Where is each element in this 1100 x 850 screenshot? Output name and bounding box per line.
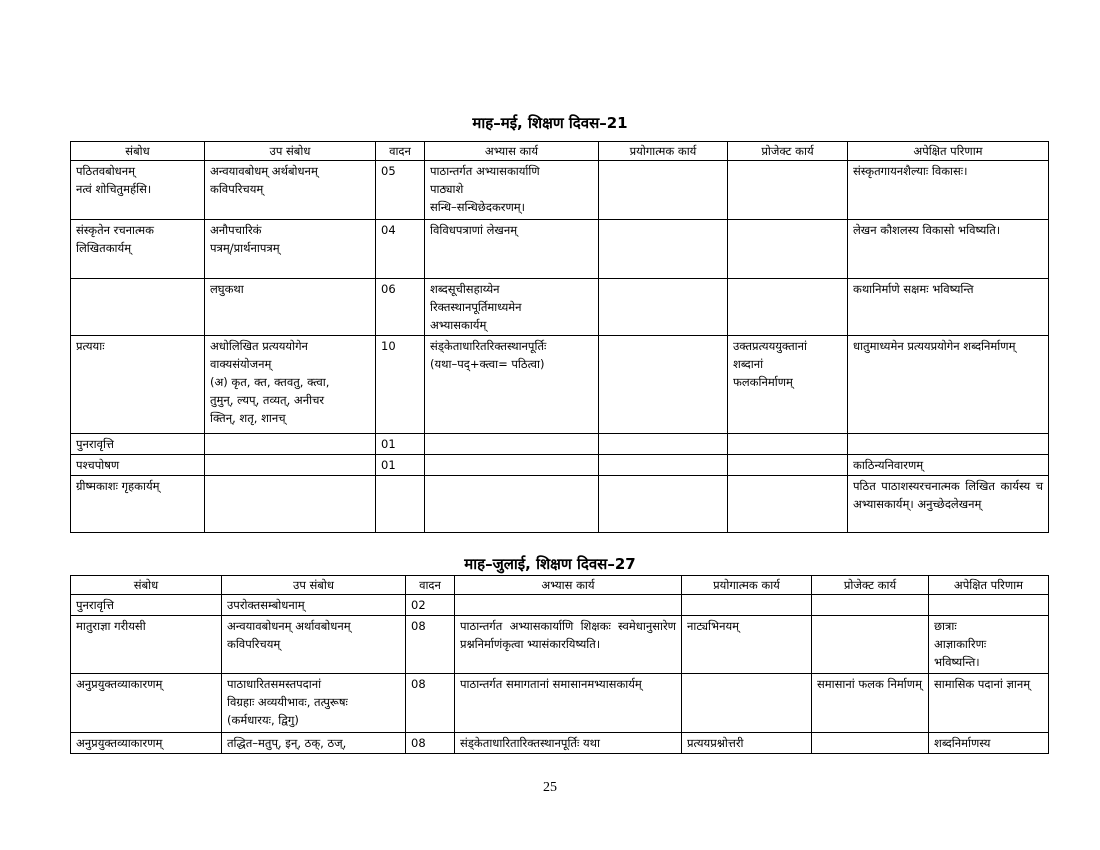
project-work-cell — [728, 455, 848, 476]
may-plan-table — [70, 141, 1049, 533]
periods-cell: 01 — [376, 455, 425, 476]
page-number: 25 — [543, 780, 557, 795]
table-row — [71, 220, 1049, 279]
practice-work-cell: पाठान्तर्गत अभ्यासकार्याणि पाठ्याशे सन्धि–सन्धिछेदकरणम्। — [425, 161, 599, 220]
sub-concept-cell — [205, 434, 376, 455]
practical-work-cell — [599, 220, 728, 279]
expected-outcome-cell: काठिन्यनिवारणम् — [848, 455, 1049, 476]
practical-work-cell — [599, 455, 728, 476]
practical-work-cell: नाट्यभिनयम् — [682, 616, 812, 674]
practice-work-cell: विविधपत्राणां लेखनम् — [425, 220, 599, 279]
practical-work-cell — [599, 434, 728, 455]
col-header: अभ्यास कार्य — [455, 576, 682, 595]
concept-cell: मातुराज्ञा गरीयसी — [71, 616, 222, 674]
periods-cell: 06 — [376, 279, 425, 336]
concept-cell: अनुप्रयुक्तव्याकारणम् — [71, 733, 222, 754]
periods-cell: 08 — [406, 674, 455, 733]
concept-cell: पुनरावृत्ति — [71, 595, 222, 616]
july-plan-table — [70, 575, 1049, 754]
concept-cell: प्रत्ययाः — [71, 336, 205, 434]
practical-work-cell — [599, 476, 728, 533]
sub-concept-cell: तद्धित–मतुप्, इन्, ठक्, ठज्, — [222, 733, 406, 754]
col-header: वादन — [376, 142, 425, 161]
table-row — [71, 733, 1049, 754]
table-header-row — [71, 576, 1049, 595]
table-row — [71, 161, 1049, 220]
col-header: अभ्यास कार्य — [425, 142, 599, 161]
table-header-row — [71, 142, 1049, 161]
expected-outcome-cell: पठित पाठाशस्यरचनात्मक लिखित कार्यस्य च अभ्यासकार्यम्। अनुच्छेदलेखनम् — [848, 476, 1049, 533]
practical-work-cell — [682, 674, 812, 733]
col-header: प्रयोगात्मक कार्य — [599, 142, 728, 161]
sub-concept-cell: अन्वयावबोधनम् अर्थावबोधनम् कविपरिचयम् — [222, 616, 406, 674]
practice-work-cell: पाठान्तर्गत अभ्यासकार्याणि शिक्षकः स्वमेधानुसारेण प्रश्ननिर्माणंकृत्वा भ्यासंकारयिष्यति। — [455, 616, 682, 674]
col-header: प्रोजेक्ट कार्य — [728, 142, 848, 161]
periods-cell: 05 — [376, 161, 425, 220]
practice-work-cell — [425, 434, 599, 455]
practical-work-cell — [599, 336, 728, 434]
sub-concept-cell — [205, 455, 376, 476]
col-header: उप संबोध — [205, 142, 376, 161]
periods-cell: 10 — [376, 336, 425, 434]
table-row — [71, 674, 1049, 733]
practice-work-cell — [455, 595, 682, 616]
table-row — [71, 279, 1049, 336]
col-header: संबोध — [71, 576, 222, 595]
project-work-cell: उक्तप्रत्यययुक्तानां शब्दानां फलकनिर्माणम् — [728, 336, 848, 434]
sub-concept-cell: लघुकथा — [205, 279, 376, 336]
project-work-cell — [812, 733, 929, 754]
table-row — [71, 434, 1049, 455]
concept-cell: पठितवबोधनम् नत्वं शोचितुमर्हसि। — [71, 161, 205, 220]
expected-outcome-cell: धातुमाध्यमेन प्रत्ययप्रयोगेन शब्दनिर्माणम् — [848, 336, 1049, 434]
sub-concept-cell — [205, 476, 376, 533]
expected-outcome-cell: कथानिर्माणे सक्षमः भविष्यन्ति — [848, 279, 1049, 336]
periods-cell: 02 — [406, 595, 455, 616]
expected-outcome-cell: छात्राः आज्ञाकारिणः भविष्यन्ति। — [929, 616, 1049, 674]
col-header: उप संबोध — [222, 576, 406, 595]
practical-work-cell — [599, 161, 728, 220]
expected-outcome-cell: शब्दनिर्माणस्य — [929, 733, 1049, 754]
sub-concept-cell: अधोलिखित प्रत्यययोगेन वाक्यसंयोजनम् (अ) कृत, क्त, क्तवतु, क्त्वा, तुमुन्, ल्यप्, तव्यत्, अनीचर क्तिन्, शतृ, शानच् — [205, 336, 376, 434]
project-work-cell — [812, 595, 929, 616]
project-work-cell — [728, 476, 848, 533]
project-work-cell — [728, 220, 848, 279]
col-header: प्रयोगात्मक कार्य — [682, 576, 812, 595]
section2-title: माह–जुलाई, शिक्षण दिवस–27 — [464, 555, 636, 573]
periods-cell: 04 — [376, 220, 425, 279]
col-header: अपेक्षित परिणाम — [929, 576, 1049, 595]
practice-work-cell — [425, 455, 599, 476]
practical-work-cell — [599, 279, 728, 336]
concept-cell: ग्रीष्मकाशः गृहकार्यम् — [71, 476, 205, 533]
expected-outcome-cell: संस्कृतगायनशैल्याः विकासः। — [848, 161, 1049, 220]
project-work-cell — [812, 616, 929, 674]
practice-work-cell: शब्दसूचीसहाय्येन रिक्तस्थानपूर्तिमाध्यमेन अभ्यासकार्यम् — [425, 279, 599, 336]
project-work-cell — [728, 161, 848, 220]
concept-cell: अनुप्रयुक्तव्याकारणम् — [71, 674, 222, 733]
practice-work-cell: संड्केताधारितारिक्तस्थानपूर्तिः यथा — [455, 733, 682, 754]
sub-concept-cell: अन्वयावबोधम् अर्थबोधनम् कविपरिचयम् — [205, 161, 376, 220]
table-row — [71, 616, 1049, 674]
col-header: अपेक्षित परिणाम — [848, 142, 1049, 161]
periods-cell — [376, 476, 425, 533]
concept-cell — [71, 279, 205, 336]
table-row — [71, 595, 1049, 616]
practice-work-cell: पाठान्तर्गत समागतानां समासानमभ्यासकार्यम् — [455, 674, 682, 733]
project-work-cell: समासानां फलक निर्माणम् — [812, 674, 929, 733]
expected-outcome-cell: लेखन कौशलस्य विकासो भविष्यति। — [848, 220, 1049, 279]
concept-cell: पश्चपोषण — [71, 455, 205, 476]
practice-work-cell — [425, 476, 599, 533]
concept-cell: पुनरावृत्ति — [71, 434, 205, 455]
table-row — [71, 455, 1049, 476]
expected-outcome-cell — [848, 434, 1049, 455]
section1-title: माह–मई, शिक्षण दिवस–21 — [472, 114, 628, 132]
project-work-cell — [728, 279, 848, 336]
col-header: प्रोजेक्ट कार्य — [812, 576, 929, 595]
periods-cell: 08 — [406, 616, 455, 674]
table-row — [71, 336, 1049, 434]
sub-concept-cell: अनौपचारिकं पत्रम्/प्रार्थनापत्रम् — [205, 220, 376, 279]
col-header: संबोध — [71, 142, 205, 161]
practice-work-cell: संड्केताधारितरिक्तस्थानपूर्तिः (यथा–पद्+क्त्वा= पठित्वा) — [425, 336, 599, 434]
project-work-cell — [728, 434, 848, 455]
practical-work-cell — [682, 595, 812, 616]
expected-outcome-cell — [929, 595, 1049, 616]
periods-cell: 08 — [406, 733, 455, 754]
table-row — [71, 476, 1049, 533]
col-header: वादन — [406, 576, 455, 595]
sub-concept-cell: उपरोक्तसम्बोधनाम् — [222, 595, 406, 616]
expected-outcome-cell: सामासिक पदानां ज्ञानम् — [929, 674, 1049, 733]
practical-work-cell: प्रत्ययप्रश्नोत्तरी — [682, 733, 812, 754]
periods-cell: 01 — [376, 434, 425, 455]
concept-cell: संस्कृतेन रचनात्मक लिखितकार्यम् — [71, 220, 205, 279]
sub-concept-cell: पाठाधारितसमस्तपदानां विग्रहाः अव्ययीभावः, तत्पुरूषः (कर्मधारयः, द्विगु) — [222, 674, 406, 733]
